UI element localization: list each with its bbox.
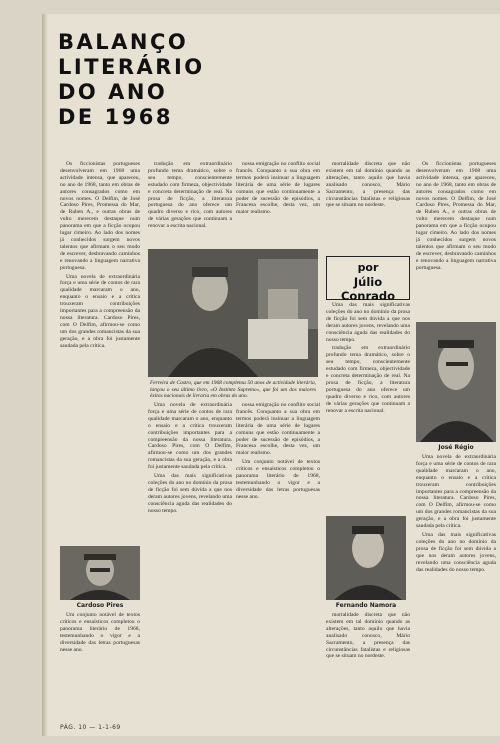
text-column-2 — [148, 161, 232, 249]
paragraph: tradução em extraordinário profundo tema dramático, sobre o seu tempo, conscientemente estudado com firmeza, objectividade e concreta determinação de real. Na prosa de ficção, a literatura portuguesa do ano oferece um quadro diverso e rico, com autores de várias gerações que continuam a renovar a escrita nacional. — [326, 345, 410, 414]
photo-cardoso-pires — [60, 546, 140, 600]
caption-main-photo: Ferreira de Castro, que em 1968 completou 50 anos de actividade literária, lançou o seu último livro, «O Instinto Supremo», que foi um dos maiores êxitos nacionais de livraria em obras do ano. — [150, 380, 316, 400]
paragraph: Uma novela de extraordinária força e uma série de contos de rara qualidade marcaram o ano, enquanto o ensaio e a crítica trouxeram contribuições importantes para a compreensão da nossa literatura. Cardoso Pires, com O Delfim, afirmou-se como um dos grandes romancistas da sua geração, e a obra foi justamente saudada pela crítica. — [416, 454, 496, 530]
text-column-3 — [236, 161, 320, 249]
text-column-3b — [236, 402, 320, 720]
paragraph: Um conjunto notável de textos críticos e ensaísticos completou o panorama literário de 1968, testemunhando o vigor e a diversidade das letras portuguesas nesse ano. — [60, 612, 140, 653]
paragraph: nossa emigração no conflito social francês. Conquanto a sua obra em termos poderá insinuar a linguagem literária de uma série de lugares comuns que estão continuamente a poder de sucessão de episódios, a Francesa escolhe, desta vez, um maior realismo. — [236, 402, 320, 457]
paragraph: mortalidade discreta que não existem em tal domínio quando as alterações, tanto aquilo que havia analisado conosco, Mário Sacramento, a presença das circunstâncias fatalistas e religiosas que se situam no nordeste. — [326, 612, 410, 660]
text-column-2b — [148, 402, 232, 720]
paragraph: Uma das mais significativas coleções do ano no domínio da prosa de ficção foi sem dúvida a que nos deram autores jovens, revelando uma consciência aguda das realidades do nosso tempo. — [416, 531, 496, 573]
paragraph: Uma novela de extraordinária força e uma série de contos de rara qualidade marcaram o ano, enquanto o ensaio e a crítica trouxeram contribuições importantes para a compreensão da nossa literatura. Cardoso Pires, com O Delfim, afirmou-se como um dos grandes romancistas da sua geração, e a obra foi justamente saudada pela crítica. — [148, 402, 232, 471]
text-column-4 — [326, 161, 410, 253]
text-column-5 — [416, 161, 496, 321]
photo-ferreira-de-castro — [148, 249, 318, 377]
text-column-1b — [60, 612, 140, 720]
paragraph: Uma das mais significativas coleções do ano no domínio da prosa de ficção foi sem dúvida a que nos deram autores jovens, revelando uma consciência aguda das realidades do nosso tempo. — [326, 302, 410, 343]
paragraph: Um conjunto notável de textos críticos e ensaísticos completou o panorama literário de 1968, testemunhando o vigor e a diversidade das letras portuguesas nesse ano. — [236, 459, 320, 500]
paragraph: nossa emigração no conflito social francês. Conquanto a sua obra em termos poderá insinuar a linguagem literária de uma série de lugares comuns que estão continuamente a poder de sucessão de episódios, a Francesa escolhe, desta vez, um maior realismo. — [236, 161, 320, 216]
photo-jose-regio — [416, 322, 496, 442]
photo-fernando-namora — [326, 516, 406, 600]
paragraph: mortalidade discreta que não existem em tal domínio quando as alterações, tanto aquilo que havia analisado conosco, Mário Sacramento, a presença das circunstâncias fatalistas e religiosas que se situam no nordeste. — [326, 161, 410, 209]
text-column-5b — [416, 454, 496, 720]
text-column-1 — [60, 161, 140, 541]
page-gutter — [42, 14, 48, 736]
paragraph: Os ficcionistas portugueses desenvolveram em 1968 uma actividade intensa, que apareceu, no ano de 1968, tanto em obras de autores consagrados como em novos nomes. O Delfim, de José Cardoso Pires, Promessa do Mar, de Ruben A., e outras obras de vulto merecem destaque num panorama em que a ficção ocupou lugar cimeiro. Ao lado dos nomes já conhecidos surgem novos talentos que afirmam o seu modo de escrever, desbravando caminhos e renovando a linguagem narrativa portuguesa. — [416, 161, 496, 271]
byline-prefix: por — [357, 261, 379, 274]
text-column-4c — [326, 612, 410, 720]
paragraph: tradução em extraordinário profundo tema dramático, sobre o seu tempo, conscientemente estudado com firmeza, objectividade e concreta determinação de real. Na prosa de ficção, a literatura portuguesa do ano oferece um quadro diverso e rico, com autores de várias gerações que continuam a renovar a escrita nacional. — [148, 161, 232, 230]
byline-author: Júlio Conrado — [340, 275, 396, 303]
text-column-4b — [326, 302, 410, 512]
paragraph: Uma das mais significativas coleções do ano no domínio da prosa de ficção foi sem dúvida a que nos deram autores jovens, revelando uma consciência aguda das realidades do nosso tempo. — [148, 473, 232, 514]
title-line: DE 1968 — [58, 105, 174, 129]
article-title — [58, 30, 318, 130]
caption-cardoso-pires: Cardoso Pires — [76, 602, 124, 609]
page-footer: PÁG. 10 — 1-1-69 — [60, 724, 121, 731]
caption-jose-regio: José Régio — [438, 444, 474, 451]
paragraph: Os ficcionistas portugueses desenvolveram em 1968 uma actividade intensa, que apareceu, no ano de 1968, tanto em obras de autores consagrados como em novos nomes. O Delfim, de José Cardoso Pires, Promessa do Mar, de Ruben A., e outras obras de vulto merecem destaque num panorama em que a ficção ocupou lugar cimeiro. Ao lado dos nomes já conhecidos surgem novos talentos que afirmam o seu modo de escrever, desbravando caminhos e renovando a linguagem narrativa portuguesa. — [60, 161, 140, 271]
paragraph: Uma novela de extraordinária força e uma série de contos de rara qualidade marcaram o ano, enquanto o ensaio e a crítica trouxeram contribuições importantes para a compreensão da nossa literatura. Cardoso Pires, com O Delfim, afirmou-se como um dos grandes romancistas da sua geração, e a obra foi justamente saudada pela crítica. — [60, 273, 140, 349]
title-line: BALANÇO — [58, 30, 189, 54]
byline-box — [326, 256, 410, 303]
caption-fernando-namora: Fernando Namora — [335, 602, 397, 609]
title-line: DO ANO — [58, 80, 168, 104]
title-line: LITERÁRIO — [58, 55, 205, 79]
